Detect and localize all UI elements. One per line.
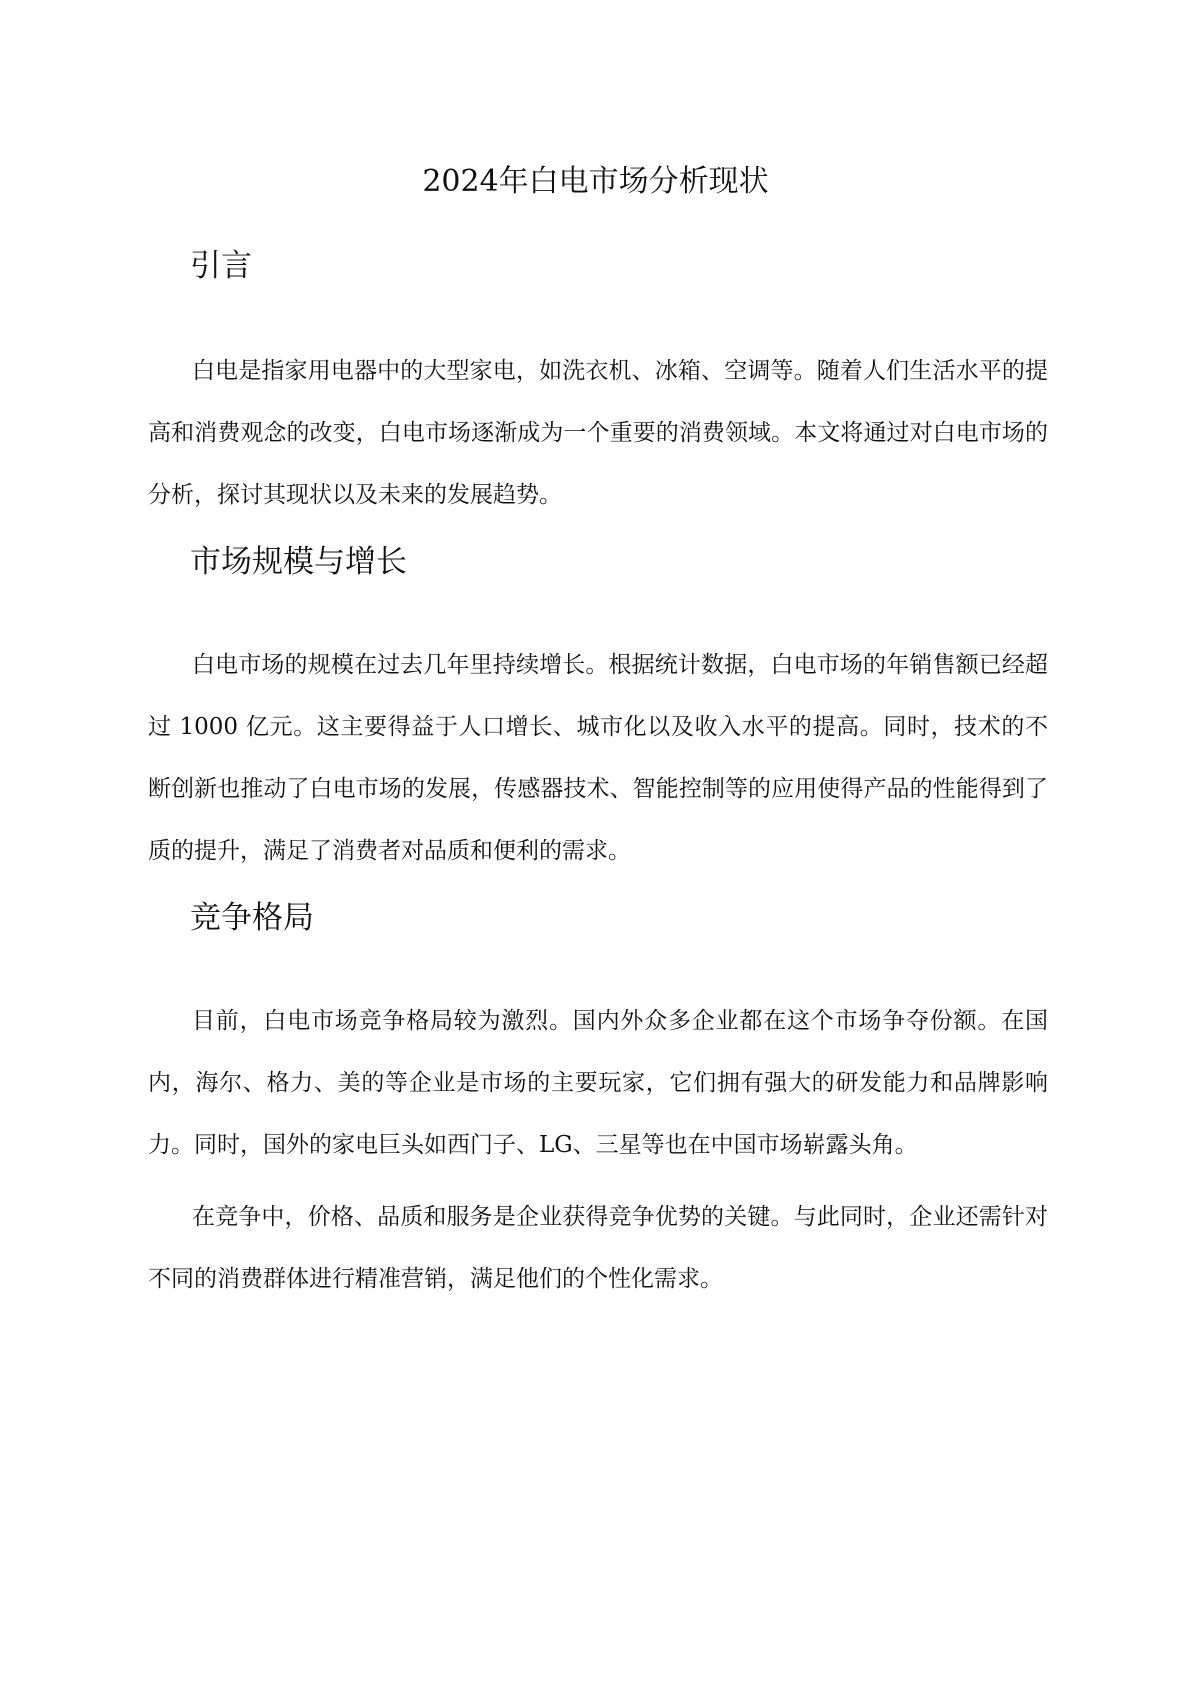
section-heading-market-size: 市场规模与增长 [190,544,407,580]
section-heading-competition: 竞争格局 [190,900,314,936]
paragraph-competition-1: 目前，白电市场竞争格局较为激烈。国内外众多企业都在这个市场争夺份额。在国内，海尔、格力、美的等企业是市场的主要玩家，它们拥有强大的研发能力和品牌影响力。同时，国外的家电巨头如西门子、LG、三星等也在中国市场崭露头角。 [148,1008,1048,1158]
document-title: 2024年白电市场分析现状 [422,164,769,199]
paragraph-introduction: 白电是指家用电器中的大型家电，如洗衣机、冰箱、空调等。随着人们生活水平的提高和消费观念的改变，白电市场逐渐成为一个重要的消费领域。本文将通过对白电市场的分析，探讨其现状以及未来的发展趋势。 [148,358,1048,508]
section-heading-introduction: 引言 [190,248,252,284]
paragraph-competition-2: 在竞争中，价格、品质和服务是企业获得竞争优势的关键。与此同时，企业还需针对不同的消费群体进行精准营销，满足他们的个性化需求。 [148,1204,1048,1292]
paragraph-market-size: 白电市场的规模在过去几年里持续增长。根据统计数据，白电市场的年销售额已经超过 1000 亿元。这主要得益于人口增长、城市化以及收入水平的提高。同时，技术的不断创新也推动了白电市场的发展，传感器技术、智能控制等的应用使得产品的性能得到了质的提升，满足了消费者对品质和便利的需求。 [148,652,1048,864]
